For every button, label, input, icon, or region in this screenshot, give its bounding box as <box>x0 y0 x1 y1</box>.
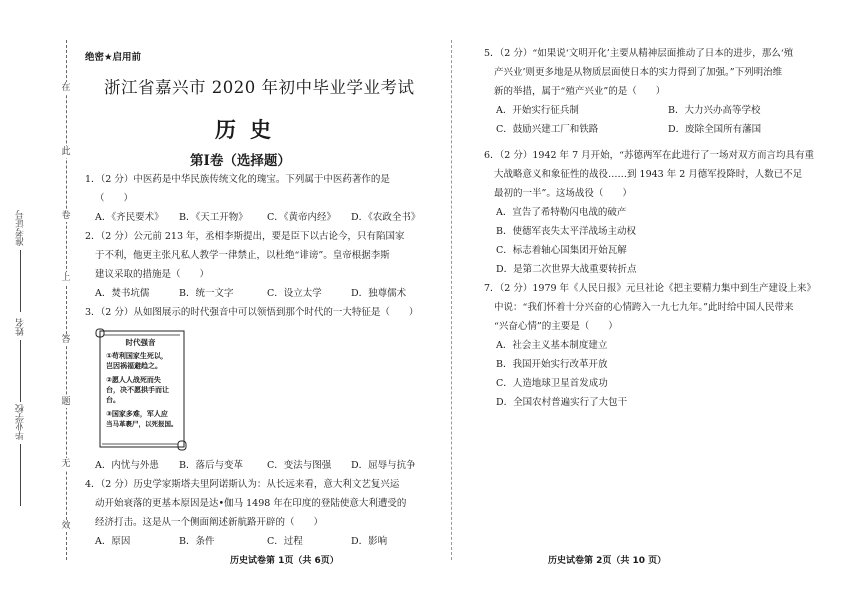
exam-title: 浙江省嘉兴市 2020 年初中毕业学业考试 <box>104 78 415 97</box>
option-c[interactable]: C．人造地球卫星首发成功 <box>496 378 608 389</box>
confidential-mark: 绝密★启用前 <box>85 52 142 63</box>
question-3-options <box>85 456 416 475</box>
question-1 <box>85 170 420 227</box>
school-field <box>14 404 27 506</box>
option-c[interactable]: C．《黄帝内经》 <box>267 212 337 223</box>
option-a[interactable]: A．开始实行征兵制 <box>496 105 579 116</box>
margin-char: 在 <box>61 83 71 93</box>
question-1-options <box>85 208 420 227</box>
page-1 <box>80 0 432 607</box>
school-line[interactable] <box>20 444 21 506</box>
option-a[interactable]: A．社会主义基本制度建立 <box>496 340 608 351</box>
scroll-line: 台，决不愿拱手而让 <box>106 386 169 394</box>
question-2-line: 于不利，他更主张凡私人教学一律禁止，以杜绝“诽谤”。皇帝根据李斯 <box>95 250 390 261</box>
exam-id-line[interactable] <box>20 250 21 312</box>
option-d[interactable]: D．是第二次世界大战重要转折点 <box>496 264 637 275</box>
page-divider <box>451 40 452 560</box>
question-5-line: 5．（2 分）“如果说‘文明开化’主要从精神层面推动了日本的进步，那么‘殖 <box>484 48 794 59</box>
scroll-line: 当马革裹尸，以死报国。 <box>106 420 178 428</box>
margin-char: 题 <box>61 397 71 407</box>
margin-char: 卷 <box>61 211 71 221</box>
question-5-line: 产兴业’则更多地是从物质层面使日本的实力得到了加强。”下列明治维 <box>494 67 783 78</box>
question-7-line: 中说：“我们怀着十分兴奋的心情跨入一九七九年。”此时给中国人民带来 <box>494 302 794 313</box>
slogan-scroll-image <box>92 327 189 452</box>
question-4 <box>85 475 406 551</box>
question-2-line: 2．（2 分）公元前 213 年，丞相李斯提出，要是臣下以古论今，只有陷国家 <box>85 231 405 242</box>
question-5-options <box>484 101 793 120</box>
seal-line <box>66 40 67 560</box>
margin-char: 无 <box>61 459 71 469</box>
option-b[interactable]: B．统一文字 <box>179 288 234 299</box>
scroll-line: ①苟利国家生死以， <box>106 352 168 360</box>
scroll-line: 岂因祸福避趋之。 <box>106 362 162 370</box>
exam-id-label: 准考证号 <box>16 210 26 246</box>
margin-char: 上 <box>61 273 71 283</box>
subject-title: 历史 <box>215 117 285 142</box>
option-c[interactable]: C．变法与图强 <box>267 460 332 471</box>
question-4-line: 4．（2 分）历史学家斯塔夫里阿诺斯认为：从长远来看，意大利文艺复兴运 <box>85 479 400 490</box>
question-1-line: 1．（2 分）中医药是中华民族传统文化的瑰宝。下列属于中医药著作的是 <box>85 174 390 185</box>
question-3-options-wrap <box>85 456 416 475</box>
question-3-line: 3．（2 分）从如图展示的时代强音中可以领悟到那个时代的一大特征是（ ） <box>85 307 419 318</box>
page-footer: 历史试卷第 1页（共 6页） <box>230 556 339 566</box>
section-title: 第Ⅰ卷（选择题） <box>190 153 291 169</box>
option-c[interactable]: C．标志着轴心国集团开始瓦解 <box>496 245 627 256</box>
option-b[interactable]: B．大力兴办高等学校 <box>668 105 761 116</box>
binding-margin <box>0 0 80 607</box>
scroll-line: ③国家多难，军人应 <box>106 410 168 418</box>
option-c[interactable]: C．设立太学 <box>267 288 322 299</box>
name-label: 姓名 <box>16 318 26 336</box>
exam-id-field <box>14 210 27 312</box>
name-line[interactable] <box>20 340 21 402</box>
scroll-line: ②愿人人战死而失 <box>106 376 161 384</box>
question-4-options <box>85 532 406 551</box>
margin-char: 此 <box>61 147 71 157</box>
question-7-line: 7．（2 分）1979 年《人民日报》元旦社论《把主要精力集中到生产建设上来》 <box>484 283 817 294</box>
question-1-line: （ ） <box>95 193 134 204</box>
scroll-line: 台。 <box>106 396 120 404</box>
option-d[interactable]: D．影响 <box>351 536 388 547</box>
question-6-line: 最初的一半”。这场战役（ ） <box>494 188 632 199</box>
name-field <box>14 318 27 402</box>
option-a[interactable]: A．原因 <box>95 536 131 547</box>
option-b[interactable]: B．使德军丧失太平洋战场主动权 <box>496 226 636 237</box>
page-footer: 历史试卷第 2页（共 10 页） <box>548 556 667 566</box>
option-b[interactable]: B．我国开始实行改革开放 <box>496 359 608 370</box>
question-7 <box>484 279 816 412</box>
question-2-options <box>85 284 406 303</box>
question-5-options <box>484 120 793 139</box>
question-2-line: 建议采取的措施是（ ） <box>95 269 210 280</box>
page-2 <box>476 0 828 607</box>
option-a[interactable]: A．内忧与外患 <box>95 460 159 471</box>
option-d[interactable]: D．《农政全书》 <box>351 212 421 223</box>
question-4-line: 经济打击。这是从一个侧面阐述新航路开辟的（ ） <box>95 517 324 528</box>
option-c[interactable]: C．鼓励兴建工厂和铁路 <box>496 124 599 135</box>
option-b[interactable]: B．条件 <box>179 536 215 547</box>
question-4-line: 动开始衰落的更基本原因是达•伽马 1498 年在印度的登陆使意大利遭受的 <box>95 498 407 509</box>
question-2 <box>85 227 406 303</box>
school-label: 毕业学校 <box>16 404 26 440</box>
option-d[interactable]: D．屈辱与抗争 <box>351 460 416 471</box>
option-b[interactable]: B．《天工开物》 <box>179 212 248 223</box>
option-d[interactable]: D．独尊儒术 <box>351 288 407 299</box>
option-d[interactable]: D．全国农村普遍实行了大包干 <box>496 397 628 408</box>
option-a[interactable]: A．《齐民要术》 <box>95 212 164 223</box>
question-3 <box>85 303 418 322</box>
option-d[interactable]: D．废除全国所有藩国 <box>668 124 762 135</box>
option-b[interactable]: B．落后与变革 <box>179 460 243 471</box>
question-6 <box>484 146 814 279</box>
margin-char: 效 <box>61 521 71 531</box>
margin-char: 答 <box>61 335 71 345</box>
option-a[interactable]: A．焚书坑儒 <box>95 288 150 299</box>
question-7-line: “兴奋心情”的主要是（ ） <box>494 321 618 332</box>
scroll-title: 时代强音 <box>125 338 156 347</box>
question-6-line: 大战略意义和象征性的战役……到 1943 年 2 月德军投降时，人数已不足 <box>494 169 803 180</box>
option-c[interactable]: C．过程 <box>267 536 303 547</box>
question-5-line: 新的举措，属于“殖产兴业”的是（ ） <box>494 86 666 97</box>
question-6-line: 6．（2 分）1942 年 7 月开始，“苏德两军在此进行了一场对双方而言均具有重 <box>484 150 814 161</box>
option-a[interactable]: A．宣告了希特勒闪电战的破产 <box>496 207 627 218</box>
question-5 <box>484 44 793 139</box>
